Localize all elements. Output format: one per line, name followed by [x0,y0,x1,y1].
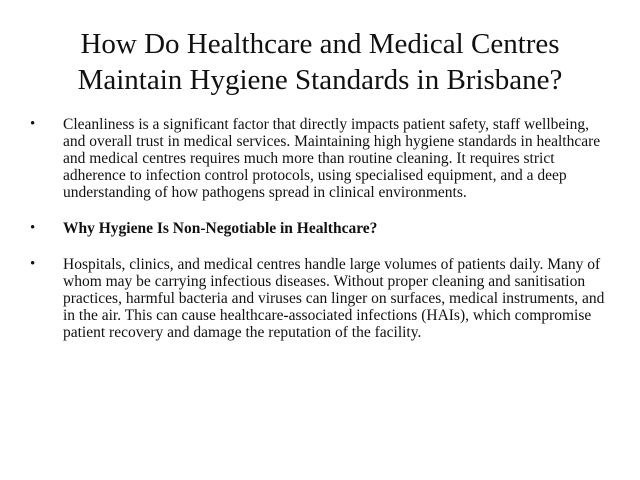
bullet-text: Hospitals, clinics, and medical centres handle large volumes of patients daily. Many of whom may be carrying infectious diseases. Without proper cleaning and sanitisation practices, harmful bacteria and viruses can linger on surfaces, medical instruments, and in the air. This can cause healthcare-associated infections (HAIs), which compromise patient recovery and damage the reputation of the facility. [63,256,605,341]
bullet-item-cleanliness [30,116,610,201]
bullet-item-why-hygiene [30,220,610,237]
bullet-icon: • [30,220,36,236]
slide-title-line-1: How Do Healthcare and Medical Centres [80,28,560,60]
bullet-icon: • [30,116,36,132]
slide-title [20,26,620,98]
bullet-text: Why Hygiene Is Non-Negotiable in Healthcare? [63,220,378,237]
bullet-list [30,116,610,360]
bullet-item-hospitals [30,256,610,341]
bullet-icon: • [30,256,36,272]
bullet-text: Cleanliness is a significant factor that directly impacts patient safety, staff wellbeing, and overall trust in medical services. Maintaining high hygiene standards in healthcare and medical centres requires much more than routine cleaning. It requires strict adherence to infection control protocols, using specialised equipment, and a deep understanding of how pathogens spread in clinical environments. [63,116,601,201]
slide-title-line-2: Maintain Hygiene Standards in Brisbane? [77,64,563,96]
